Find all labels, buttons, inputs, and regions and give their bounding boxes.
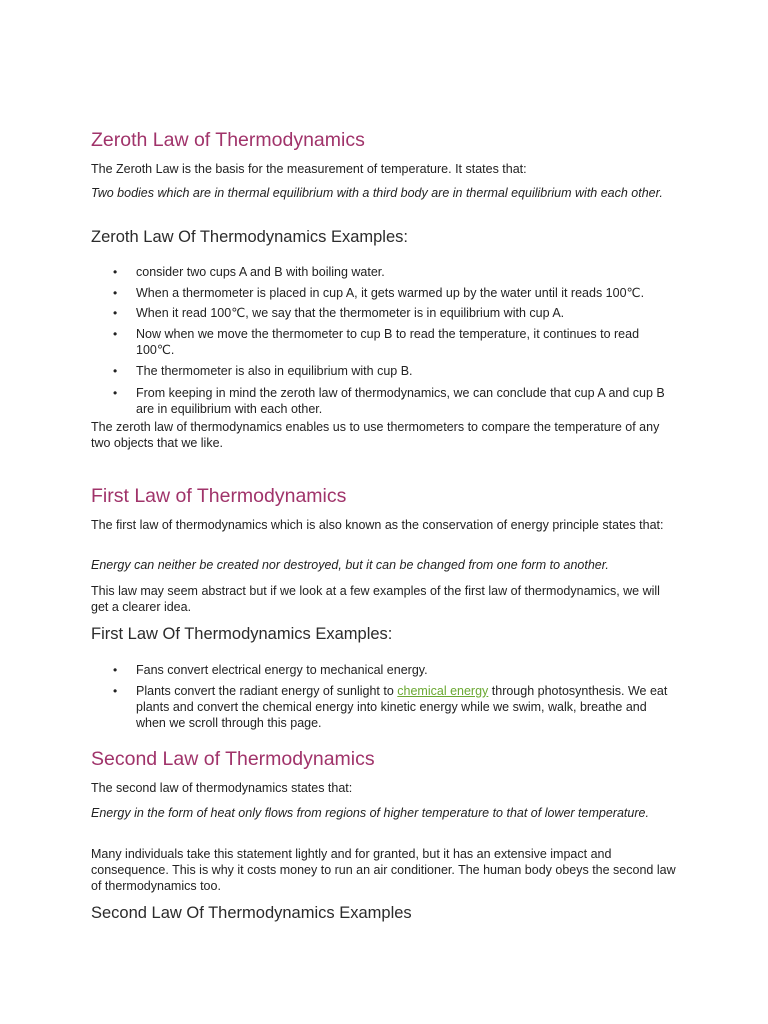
second-law-note: Many individuals take this statement lightly and for granted, but it has an extensive impact and consequence. This is why it costs money to run an air conditioner. The human body obeys the second law of thermodynamics too.: [91, 847, 676, 893]
list-item: [91, 683, 677, 731]
second-law-intro: The second law of thermodynamics states that:: [91, 781, 353, 795]
zeroth-law-examples-heading: Zeroth Law Of Thermodynamics Examples:: [91, 228, 408, 246]
list-item-text: Plants convert the radiant energy of sunlight to: [136, 684, 398, 698]
zeroth-law-title: Zeroth Law of Thermodynamics: [91, 129, 365, 151]
list-item: • Fans convert electrical energy to mechanical energy.: [91, 662, 677, 678]
second-law-examples-heading: Second Law Of Thermodynamics Examples: [91, 904, 412, 922]
first-law-examples-heading: First Law Of Thermodynamics Examples:: [91, 625, 393, 643]
list-item: • Now when we move the thermometer to cup B to read the temperature, it continues to read 100℃.: [91, 326, 677, 358]
list-item: • The thermometer is also in equilibrium with cup B.: [91, 363, 677, 379]
list-item-text: through photosynthesis. We eat plants and convert the chemical energy into kinetic energy while we swim, walk, breathe and when we scroll through this page.: [136, 684, 668, 730]
zeroth-law-examples-list: [91, 264, 677, 417]
second-law-statement: Energy in the form of heat only flows from regions of higher temperature to that of lower temperature.: [91, 806, 649, 820]
first-law-examples-list: [91, 662, 677, 731]
first-law-intro: The first law of thermodynamics which is also known as the conservation of energy principle states that:: [91, 518, 664, 532]
zeroth-law-intro: The Zeroth Law is the basis for the measurement of temperature. It states that:: [91, 162, 527, 176]
first-law-title: First Law of Thermodynamics: [91, 485, 347, 507]
list-item: • When it read 100℃, we say that the thermometer is in equilibrium with cup A.: [91, 305, 677, 321]
first-law-note: This law may seem abstract but if we look at a few examples of the first law of thermodynamics, we will get a clearer idea.: [91, 584, 660, 614]
zeroth-law-conclusion: The zeroth law of thermodynamics enables us to use thermometers to compare the temperature of any two objects that we like.: [91, 420, 660, 450]
list-item: • From keeping in mind the zeroth law of thermodynamics, we can conclude that cup A and cup B are in equilibrium with each other.: [91, 385, 677, 417]
list-item: • When a thermometer is placed in cup A, it gets warmed up by the water until it reads 100℃.: [91, 285, 677, 301]
second-law-title: Second Law of Thermodynamics: [91, 748, 375, 770]
list-item: • consider two cups A and B with boiling water.: [91, 264, 677, 280]
chemical-energy-link[interactable]: chemical energy: [397, 684, 489, 698]
zeroth-law-statement: Two bodies which are in thermal equilibrium with a third body are in thermal equilibrium with each other.: [91, 186, 663, 200]
first-law-statement: Energy can neither be created nor destroyed, but it can be changed from one form to another.: [91, 558, 609, 572]
